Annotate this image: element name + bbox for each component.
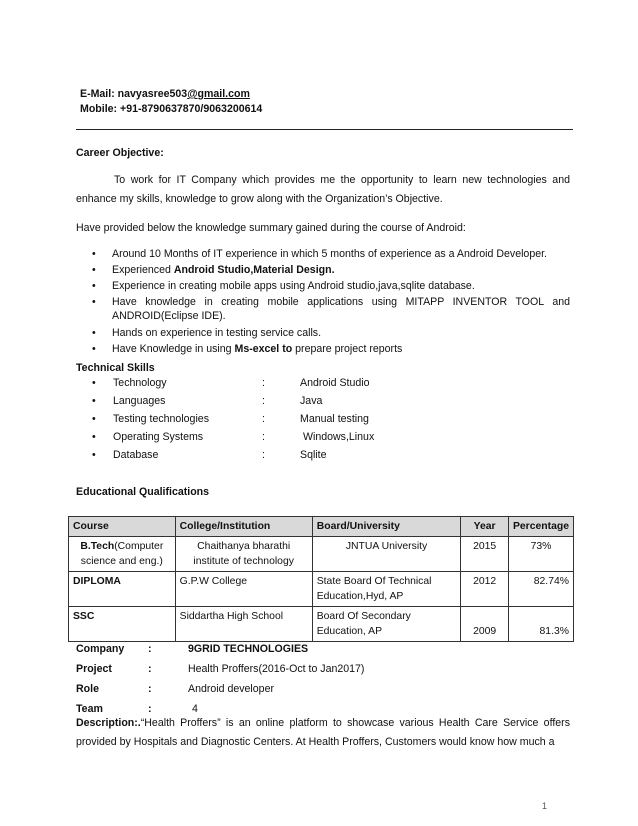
board-cell: JNTUA University: [312, 537, 461, 572]
percentage-cell: 81.3%: [508, 607, 573, 642]
summary-intro: Have provided below the knowledge summary gained during the course of Android:: [76, 222, 466, 234]
percentage-cell: 73%: [508, 537, 573, 572]
education-table: [68, 516, 574, 642]
project-description: [76, 714, 570, 752]
bullet-icon: •: [92, 377, 96, 389]
header-percentage: Percentage: [508, 517, 573, 537]
college-cell: G.P.W College: [175, 572, 312, 607]
bullet-icon: •: [92, 296, 96, 308]
table-row: [69, 537, 574, 572]
skill-row: • Technology : Android Studio: [92, 377, 370, 389]
course-cell: SSC: [69, 607, 176, 642]
summary-item-5: • Hands on experience in testing service calls.: [92, 327, 322, 339]
email-line: [80, 88, 262, 103]
bullet-icon: •: [92, 395, 96, 407]
mobile-line: Mobile: +91-8790637870/9063200614: [80, 103, 263, 115]
skill-value: Java: [300, 395, 323, 407]
skill-row: • Operating Systems : Windows,Linux: [92, 431, 375, 443]
education-title: Educational Qualifications: [76, 486, 210, 498]
company-row: Company : 9GRID TECHNOLOGIES: [76, 643, 309, 655]
career-objective-title: Career Objective:: [76, 147, 164, 159]
bullet-icon: •: [92, 449, 96, 461]
team-row: Team : 4: [76, 703, 198, 715]
college-cell: Siddartha High School: [175, 607, 312, 642]
summary-item-1: • Around 10 Months of IT experience in which 5 months of experience as a Android Developer.: [92, 248, 547, 260]
skill-value: Manual testing: [300, 413, 369, 425]
header-college: College/Institution: [175, 517, 312, 537]
bullet-icon: •: [92, 280, 96, 292]
career-objective-text: To work for IT Company which provides me the opportunity to learn new technologies and enhance my skills, knowledge to grow along with the Organization’s Objective.: [76, 174, 570, 205]
summary-list: [76, 248, 570, 359]
course-cell: DIPLOMA: [69, 572, 176, 607]
year-cell: 2009: [461, 607, 509, 642]
skill-value: Sqlite: [300, 449, 327, 461]
contact-block: [80, 88, 262, 118]
technical-skills-title: Technical Skills: [76, 362, 155, 374]
description-text: “Health Proffers” is an online platform to showcase various Health Care Service offers provided by Hospitals and Diagnostic Centers. At Health Proffers, Customers would know how much a: [76, 717, 570, 748]
percentage-cell: 82.74%: [508, 572, 573, 607]
role-row: Role : Android developer: [76, 683, 274, 695]
skill-name: Testing technologies: [113, 413, 209, 425]
bullet-icon: •: [92, 264, 96, 276]
skill-value: Android Studio: [300, 377, 370, 389]
skill-row: • Database : Sqlite: [92, 449, 327, 461]
skill-name: Technology: [113, 377, 167, 389]
college-cell: Chaithanya bharathi institute of technology: [175, 537, 312, 572]
table-row: [69, 607, 574, 642]
page-number: 1: [542, 801, 548, 811]
header-board: Board/University: [312, 517, 461, 537]
bullet-icon: •: [92, 431, 96, 443]
bullet-icon: •: [92, 343, 96, 355]
bullet-icon: •: [92, 413, 96, 425]
skill-row: • Languages : Java: [92, 395, 323, 407]
table-row: [69, 572, 574, 607]
header-year: Year: [461, 517, 509, 537]
skill-name: Operating Systems: [113, 431, 204, 443]
table-header-row: [69, 517, 574, 537]
course-cell: B.Tech(Computer science and eng.): [69, 537, 176, 572]
header-course: Course: [69, 517, 176, 537]
board-cell: Board Of Secondary Education, AP: [312, 607, 461, 642]
skill-name: Database: [113, 449, 159, 461]
year-cell: 2015: [461, 537, 509, 572]
summary-item-6: • Have Knowledge in using Ms-excel to prepare project reports: [92, 343, 403, 355]
email-link[interactable]: @gmail.com: [187, 88, 250, 100]
board-cell: State Board Of Technical Education,Hyd, AP: [312, 572, 461, 607]
header-divider: [76, 129, 573, 130]
email-label: E-Mail: navyasree503: [80, 88, 188, 100]
project-details: [76, 643, 576, 723]
skill-name: Languages: [113, 395, 166, 407]
bullet-icon: •: [92, 327, 96, 339]
project-row: Project : Health Proffers(2016-Oct to Jan2017): [76, 663, 365, 675]
year-cell: 2012: [461, 572, 509, 607]
skills-list: [76, 377, 476, 467]
bullet-icon: •: [92, 248, 96, 260]
description-label: Description:.: [76, 717, 141, 729]
summary-item-2: • Experienced Android Studio,Material Design.: [92, 264, 335, 276]
summary-item-3: • Experience in creating mobile apps using Android studio,java,sqlite database.: [92, 280, 475, 292]
summary-item-4: • Have knowledge in creating mobile applications using MITAPP INVENTOR TOOL and ANDROID(Eclipse IDE).: [92, 296, 570, 322]
skill-row: • Testing technologies : Manual testing: [92, 413, 369, 425]
skill-value: Windows,Linux: [303, 431, 375, 443]
